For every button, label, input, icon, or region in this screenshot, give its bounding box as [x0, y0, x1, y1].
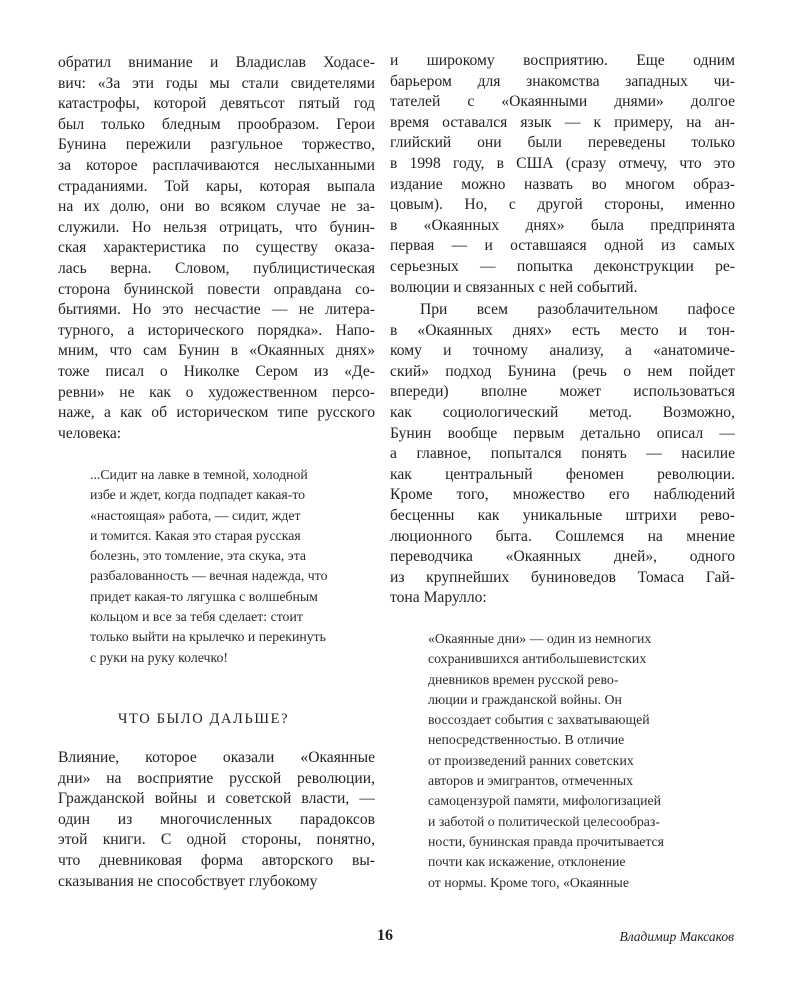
text-line: Гражданской войны и советской власти, —: [58, 790, 375, 808]
text-line: был только бледным прообразом. Герои: [58, 115, 375, 133]
text-line: тона Марулло:: [390, 589, 487, 607]
text-line: ...Сидит на лавке в темной, холодной: [90, 467, 308, 482]
text-line: в «Окаянных днях» была предпринята: [390, 216, 735, 234]
text-line: «настоящая» работа, — сидит, ждет: [90, 507, 301, 523]
text-line: служили. Но нельзя отрицать, что бунин-: [58, 218, 375, 236]
text-line: вич: «За эти годы мы стали свидетелями: [58, 74, 375, 92]
text-line: в «Окаянных днях» есть место и тон-: [390, 321, 735, 339]
text-line: этой книги. С одной стороны, понятно,: [58, 831, 375, 849]
text-line: бесценны как уникальные штрихи рево-: [390, 506, 735, 524]
left-paragraph-2: [58, 748, 375, 892]
text-line: ский» подход Бунина (речь о нем пойдет: [390, 362, 735, 380]
text-line: впереди) вполне может использоваться: [390, 383, 735, 401]
text-line: почти как искажение, отклонение: [428, 854, 626, 870]
text-line: обратил внимание и Владислав Ходасе-: [58, 54, 375, 71]
text-line: тателей с «Окаянными днями» долгое: [390, 93, 735, 111]
right-paragraph-2: [390, 300, 735, 609]
page-number: 16: [377, 927, 393, 944]
text-line: тоже писал о Николке Сером из «Де-: [58, 362, 375, 380]
text-line: «Окаянные дни» — один из немногих: [428, 631, 652, 646]
text-line: за которое расплачиваются неслыханными: [58, 156, 375, 174]
text-line: кому и точному анализу, а «анатомиче-: [390, 342, 735, 360]
text-line: наже, а как об историческом типе русского: [58, 404, 375, 422]
text-line: серьезных — попытка деконструкции ре-: [390, 257, 735, 275]
text-line: авторов и эмигрантов, отмеченных: [428, 773, 634, 789]
left-quote: [90, 465, 380, 668]
text-line: цовым). Но, с другой стороны, именно: [390, 196, 735, 214]
text-line: как центральный феномен революции.: [390, 465, 735, 483]
text-line: из крупнейших буниноведов Томаса Гай-: [390, 568, 735, 586]
text-line: с руки на руку колечко!: [90, 649, 228, 665]
text-line: издание можно назвать во многом образ-: [390, 175, 735, 193]
text-line: человека:: [58, 424, 122, 442]
running-footer-author: Владимир Максаков: [619, 929, 734, 944]
text-line: глийский они были переведены только: [390, 134, 735, 152]
text-line: от произведений ранних советских: [428, 752, 634, 768]
text-line: самоцензурой памяти, мифологизацией: [428, 793, 661, 809]
right-paragraph-1: [390, 51, 735, 298]
text-line: а главное, попытался понять — насилие: [390, 445, 735, 463]
text-line: болезнь, это томление, эта скука, эта: [90, 548, 307, 564]
text-line: первая — и оставшаяся одной из самых: [390, 237, 735, 255]
right-quote: [428, 629, 718, 893]
text-line: и томится. Какая это старая русская: [90, 527, 301, 543]
text-line: от нормы. Кроме того, «Окаянные: [428, 874, 629, 890]
text-line: мним, что сам Бунин в «Окаянных днях»: [58, 342, 375, 360]
text-line: непосредственностью. В отличие: [428, 732, 625, 748]
text-line: волюции и связанных с ней событий.: [390, 278, 638, 296]
text-line: Бунин вообще первым детально описал —: [390, 424, 735, 442]
text-line: избе и ждет, когда подпадет какая-то: [90, 487, 306, 503]
text-line: лась верна. Словом, публицистическая: [58, 259, 375, 277]
text-line: Кроме того, множество его наблюдений: [390, 486, 735, 504]
text-line: сторона бунинской повести оправдана со-: [58, 280, 375, 298]
text-line: ности, бунинская правда прочитывается: [428, 833, 665, 849]
text-line: переводчика «Окаянных дней», одного: [390, 548, 735, 566]
text-line: катастрофы, которой девятьсот пятый год: [58, 95, 375, 113]
text-line: дни» на восприятие русской революции,: [58, 769, 375, 787]
text-line: сказывания не способствует глубокому: [58, 872, 318, 890]
left-paragraph-1: [58, 53, 375, 444]
text-line: бытиями. Но это несчастие — не литера-: [58, 301, 375, 319]
text-line: турного, а исторического порядка». Напо-: [58, 321, 375, 339]
text-line: сохранившихся антибольшевистских: [428, 651, 647, 667]
text-line: разбалованность — вечная надежда, что: [90, 568, 328, 584]
text-line: страданиями. Той кары, которая выпала: [58, 177, 375, 195]
section-heading: ЧТО БЫЛО ДАЛЬШЕ?: [118, 711, 290, 727]
text-line: дневников времен русской рево-: [428, 671, 619, 687]
text-line: Влияние, которое оказали «Окаянные: [58, 749, 375, 766]
text-line: воссоздает события с захватывающей: [428, 712, 650, 728]
text-line: ревни» не как о художественном персо-: [58, 383, 375, 401]
text-line: люции и гражданской войны. Он: [428, 691, 622, 707]
text-line: кольцом и все за тебя сделает: стоит: [90, 609, 303, 625]
text-line: что дневниковая форма авторского вы-: [58, 851, 375, 869]
text-line: один из многочисленных парадоксов: [58, 810, 375, 828]
text-line: Бунина пережили разгульное торжество,: [58, 136, 375, 154]
text-line: только выйти на крылечко и перекинуть: [90, 629, 326, 645]
text-line: в 1998 году, в США (сразу отмечу, что это: [390, 154, 735, 172]
text-line: и широкому восприятию. Еще одним: [390, 52, 735, 69]
text-line: и заботой о политической целесообраз-: [428, 813, 660, 829]
text-line: придет какая-то лягушка с волшебным: [90, 588, 318, 604]
text-line: люционного быта. Сошлемся на мнение: [390, 527, 735, 545]
text-line: время оставался язык — к примеру, на ан-: [390, 113, 735, 131]
text-line: При всем разоблачительном пафосе: [420, 301, 735, 318]
text-line: как социологический метод. Возможно,: [390, 403, 735, 421]
text-line: барьером для знакомства западных чи-: [390, 72, 735, 90]
text-line: на их долю, они во всяком случае не за-: [58, 198, 375, 216]
text-line: ская характеристика по существу оказа-: [58, 239, 375, 257]
